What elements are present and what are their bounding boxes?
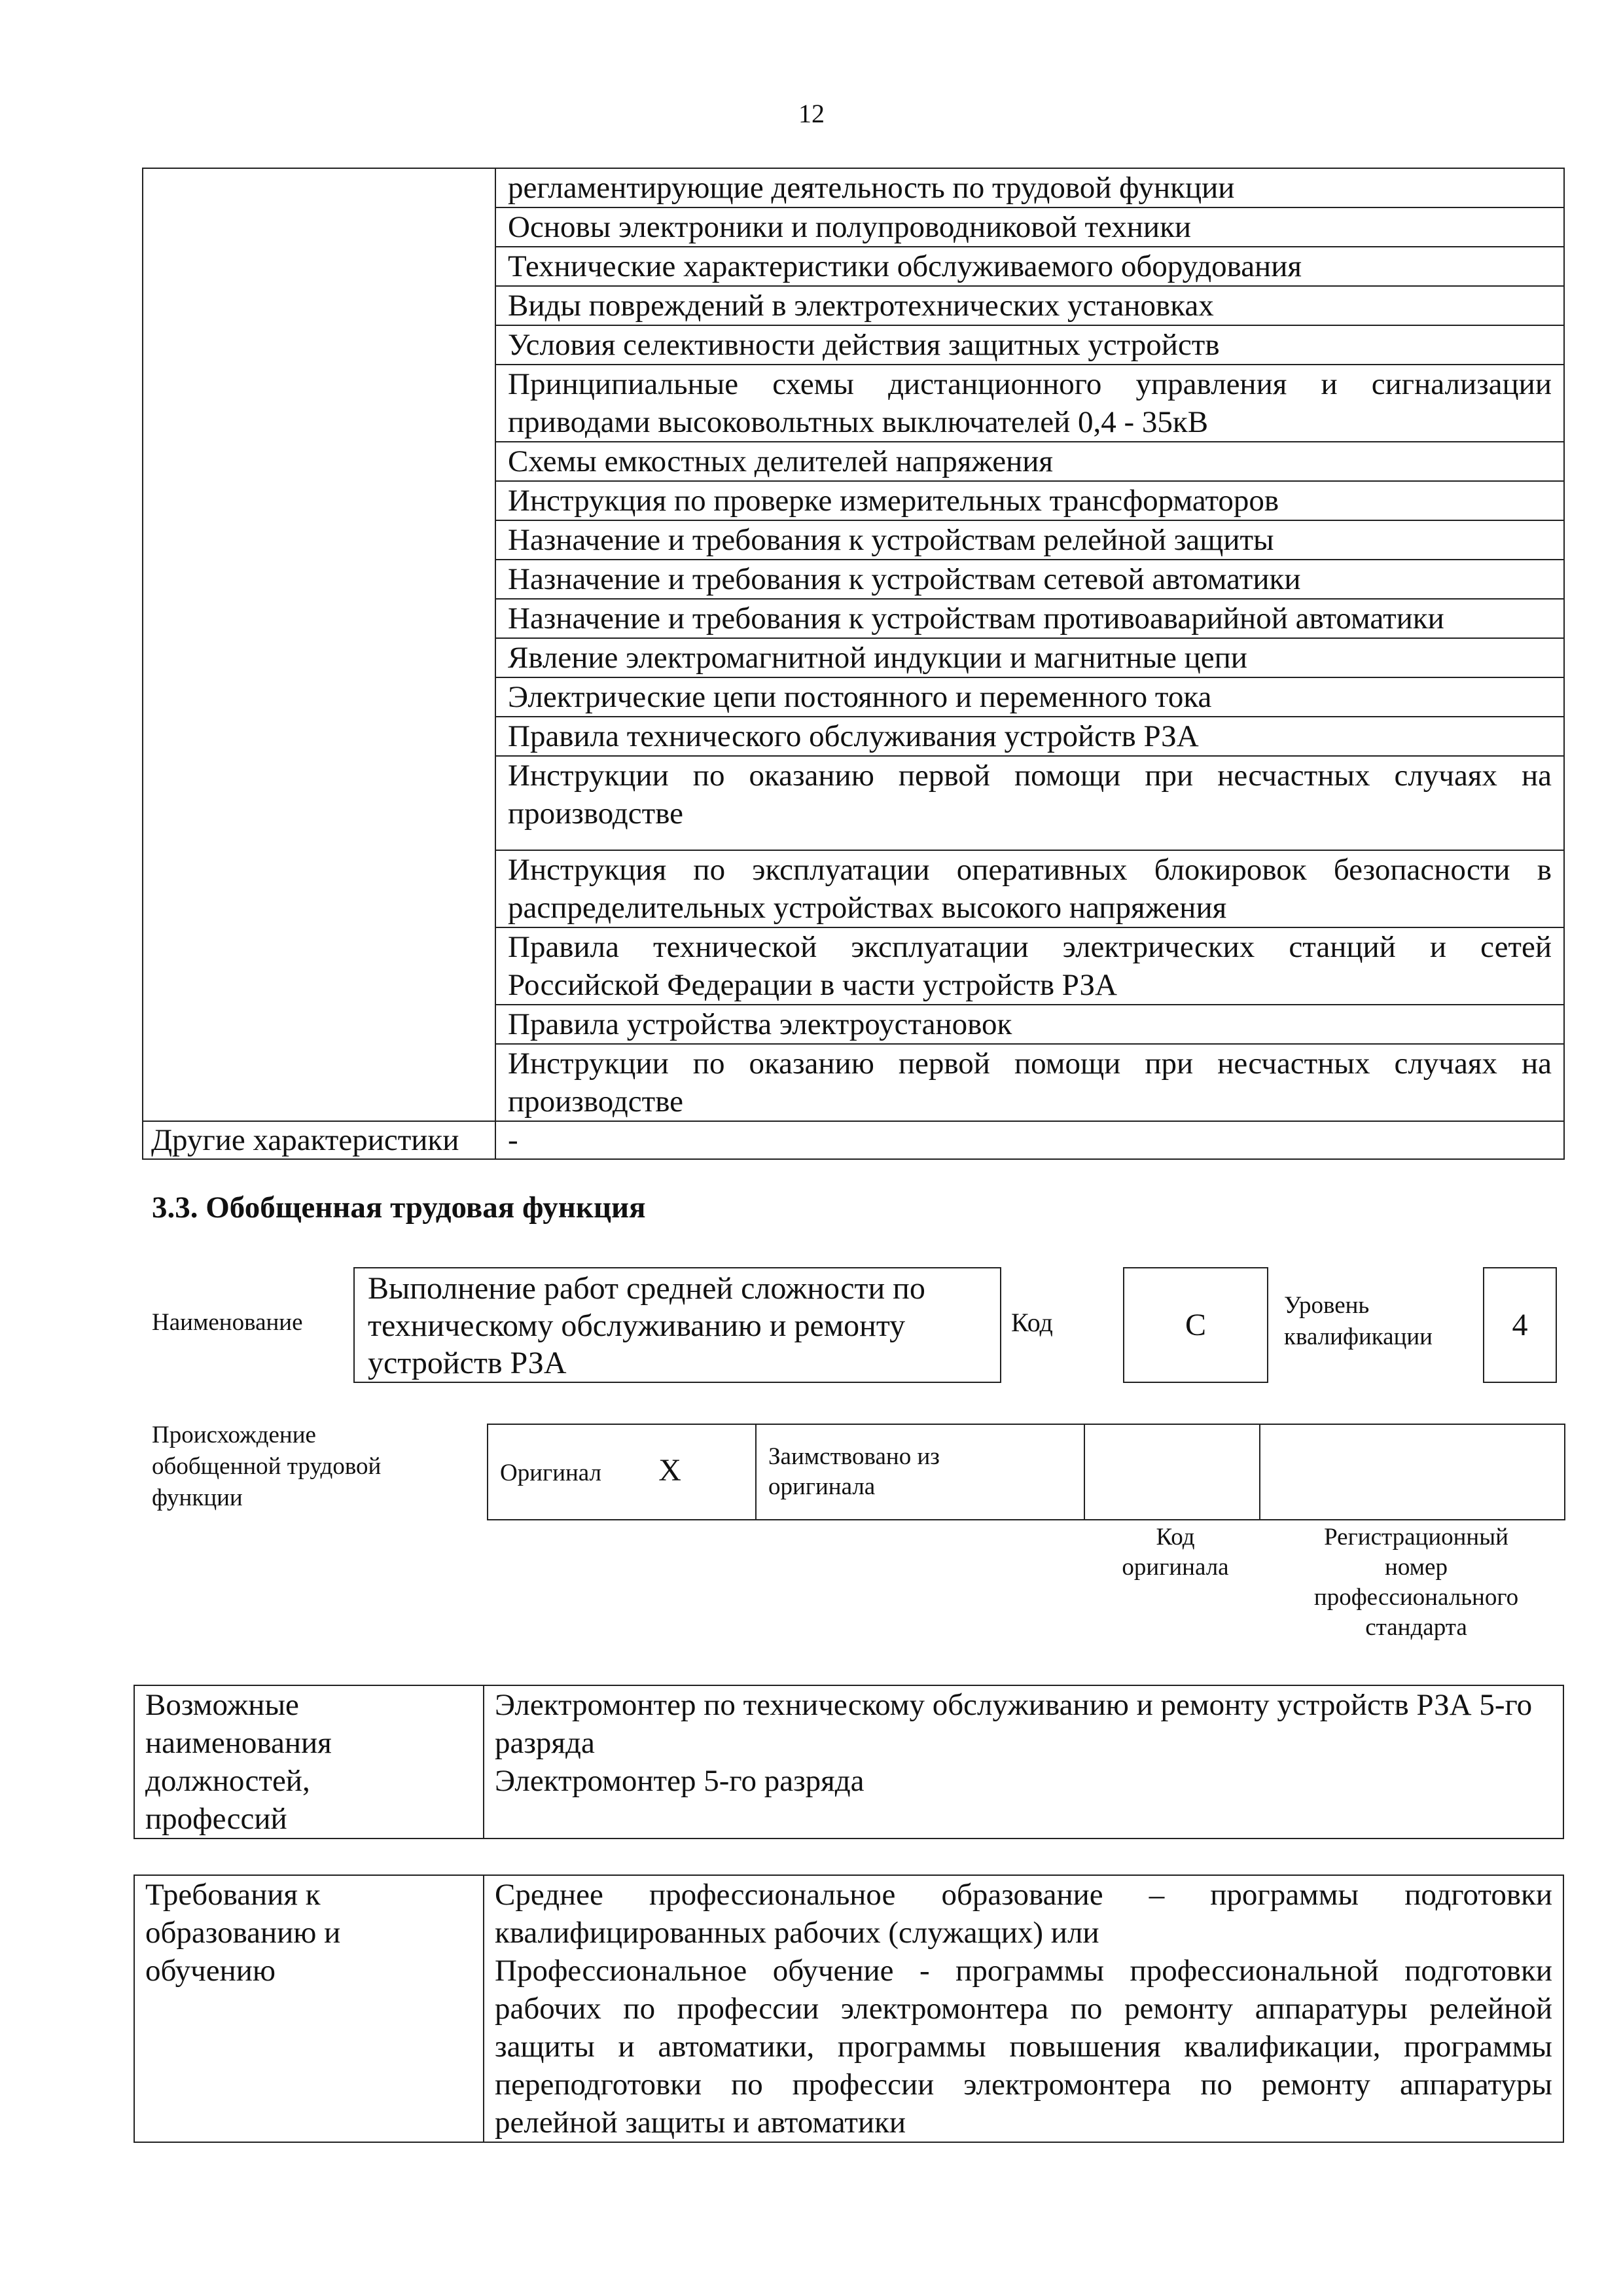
education-item: Среднее профессиональное образование – программы подготовки квалифицированных рабочих (служащих) или <box>495 1878 1552 1950</box>
education-label-cell <box>134 1875 484 2142</box>
positions-value-cell <box>484 1685 1563 1839</box>
code-value-box: C <box>1123 1267 1268 1383</box>
education-label-line: обучению <box>145 1954 276 1988</box>
list-item: Инструкция по эксплуатации оперативных блокировок безопасности в распределительных устройствах высокого напряжения <box>496 851 1563 928</box>
caption-line: оригинала <box>1122 1554 1229 1581</box>
other-characteristics-label: Другие характеристики <box>143 1121 495 1159</box>
positions-table <box>134 1685 1564 1839</box>
list-item: Назначение и требования к устройствам сетевой автоматики <box>496 560 1563 600</box>
education-label-line: образованию и <box>145 1916 341 1950</box>
caption-line: номер <box>1385 1554 1448 1581</box>
origin-label-line3: функции <box>152 1484 243 1511</box>
list-item: Правила технической эксплуатации электрических станций и сетей Российской Федерации в части устройств РЗА <box>496 928 1563 1005</box>
table-row <box>134 1875 1563 2142</box>
list-item: Основы электроники и полупроводниковой техники <box>496 208 1563 247</box>
position-item: Электромонтер 5-го разряда <box>495 1764 865 1798</box>
table-row <box>143 1121 1564 1159</box>
original-mark: X <box>658 1453 681 1488</box>
list-item: регламентирующие деятельность по трудовой функции <box>496 169 1563 208</box>
origin-label-line1: Происхождение <box>152 1422 316 1448</box>
list-item: Назначение и требования к устройствам релейной защиты <box>496 521 1563 560</box>
list-item: Виды повреждений в электротехнических установках <box>496 287 1563 326</box>
registration-number-cell <box>1260 1424 1565 1520</box>
table-row <box>134 1685 1563 1839</box>
position-item: Электромонтер по техническому обслуживанию и ремонту устройств РЗА 5-го разряда <box>495 1688 1533 1760</box>
list-item: Явление электромагнитной индукции и магнитные цепи <box>496 639 1563 678</box>
caption-original-code <box>1090 1522 1260 1583</box>
education-value-cell <box>484 1875 1563 2142</box>
list-item: Электрические цепи постоянного и переменного тока <box>496 678 1563 717</box>
name-label: Наименование <box>152 1309 303 1336</box>
caption-registration-number <box>1267 1522 1565 1643</box>
caption-line: профессионального <box>1313 1584 1519 1611</box>
original-code-cell <box>1084 1424 1260 1520</box>
positions-label-cell <box>134 1685 484 1839</box>
positions-label-line: должностей, <box>145 1764 310 1798</box>
list-item: Инструкции по оказанию первой помощи при несчастных случаях на производстве <box>496 757 1563 851</box>
list-item: Правила технического обслуживания устройств РЗА <box>496 717 1563 757</box>
caption-line: стандарта <box>1365 1614 1467 1641</box>
education-label-line: Требования к <box>145 1878 321 1912</box>
origin-table <box>487 1424 1565 1520</box>
positions-label-line: наименования <box>145 1726 332 1760</box>
code-label: Код <box>1011 1308 1053 1337</box>
original-cell <box>488 1424 756 1520</box>
borrowed-label-line1: Заимствовано из <box>768 1443 940 1470</box>
list-item: Принципиальные схемы дистанционного управления и сигнализации приводами высоковольтных выключателей 0,4 - 35кВ <box>496 365 1563 442</box>
positions-label-line: профессий <box>145 1802 287 1836</box>
table-row <box>143 168 1564 1121</box>
list-item: Инструкции по оказанию первой помощи при несчастных случаях на производстве <box>508 1047 1552 1119</box>
page-number: 12 <box>798 99 825 128</box>
level-label-line2: квалификации <box>1284 1323 1433 1350</box>
knowledge-label-cell <box>143 168 495 1121</box>
original-label: Оригинал <box>500 1460 602 1486</box>
level-label-line1: Уровень <box>1284 1292 1370 1319</box>
name-value-box: Выполнение работ средней сложности по техническому обслуживанию и ремонту устройств РЗА <box>353 1267 1001 1383</box>
knowledge-items-cell <box>495 168 1564 1121</box>
list-item: Схемы емкостных делителей напряжения <box>496 442 1563 482</box>
knowledge-table <box>142 168 1565 1160</box>
education-item: Профессиональное обучение - программы профессиональной подготовки рабочих по профессии электромонтера по ремонту аппаратуры релейной защиты и автоматики, программы повышения квалификации, программы переподготовки по профессии электромонтера по ремонту аппаратуры релейной защиты и автоматики <box>495 1954 1552 2140</box>
list-item: Условия селективности действия защитных устройств <box>496 326 1563 365</box>
list-item: Технические характеристики обслуживаемого оборудования <box>496 247 1563 287</box>
list-item: Инструкция по проверке измерительных трансформаторов <box>496 482 1563 521</box>
borrowed-cell <box>756 1424 1084 1520</box>
borrowed-label-line2: оригинала <box>768 1473 876 1500</box>
level-value-box: 4 <box>1483 1267 1557 1383</box>
caption-line: Код <box>1156 1524 1195 1551</box>
table-row <box>488 1424 1565 1520</box>
other-characteristics-value: - <box>495 1121 1564 1159</box>
origin-label-line2: обобщенной трудовой <box>152 1453 382 1480</box>
caption-line: Регистрационный <box>1324 1524 1508 1551</box>
positions-label-line: Возможные <box>145 1688 299 1722</box>
section-title: 3.3. Обобщенная трудовая функция <box>152 1191 646 1225</box>
list-item: Назначение и требования к устройствам противоаварийной автоматики <box>496 600 1563 639</box>
education-table <box>134 1874 1564 2143</box>
list-item: Правила устройства электроустановок <box>496 1005 1563 1045</box>
